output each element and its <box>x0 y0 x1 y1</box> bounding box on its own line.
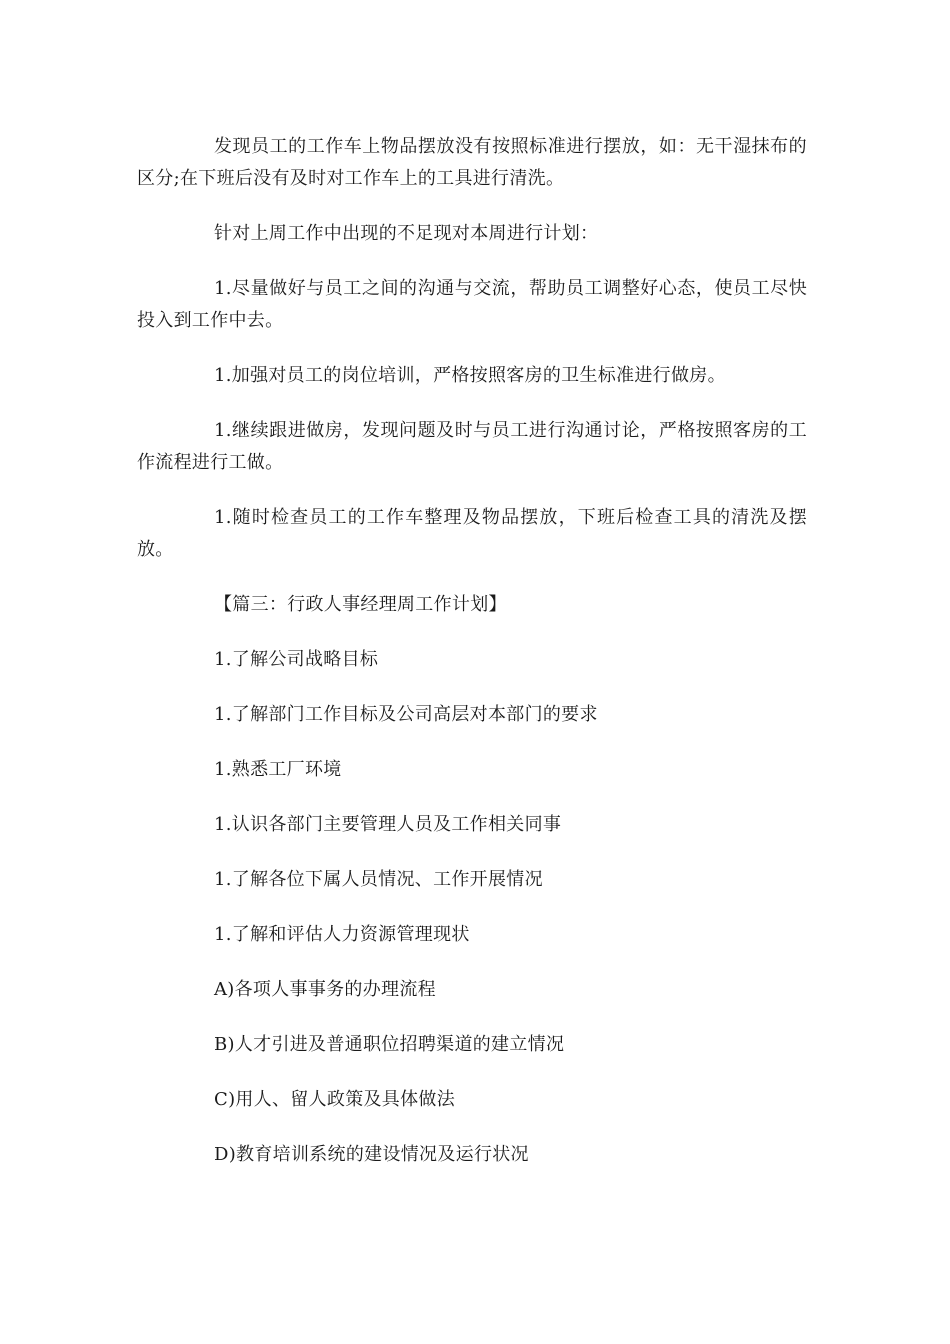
list-item: B)人才引进及普通职位招聘渠道的建立情况 <box>214 1034 565 1055</box>
list-item: A)各项人事事务的办理流程 <box>214 979 436 1000</box>
list-item: 1.认识各部门主要管理人员及工作相关同事 <box>214 814 562 835</box>
paragraph-plan-communication: 1.尽量做好与员工之间的沟通与交流，帮助员工调整好心态，使员工尽快投入到工作中去。 <box>137 278 807 331</box>
paragraph-workcart-issue: 发现员工的工作车上物品摆放没有按照标准进行摆放，如：无干湿抹布的区分;在下班后没有及时对工作车上的工具进行清洗。 <box>137 136 807 189</box>
list-item: 1.了解各位下属人员情况、工作开展情况 <box>214 869 543 890</box>
list-item: 1.了解和评估人力资源管理现状 <box>214 924 470 945</box>
list-item: D)教育培训系统的建设情况及运行状况 <box>214 1144 529 1165</box>
list-item: 1.熟悉工厂环境 <box>214 759 342 780</box>
list-item: 1.了解部门工作目标及公司高层对本部门的要求 <box>214 704 598 725</box>
list-item: 1.了解公司战略目标 <box>214 649 379 670</box>
paragraph-plan-intro: 针对上周工作中出现的不足现对本周进行计划： <box>214 223 599 244</box>
section-heading: 【篇三：行政人事经理周工作计划】 <box>214 594 507 615</box>
document-body <box>137 131 807 1194</box>
paragraph-plan-training: 1.加强对员工的岗位培训，严格按照客房的卫生标准进行做房。 <box>214 365 726 386</box>
list-item: C)用人、留人政策及具体做法 <box>214 1089 455 1110</box>
paragraph-plan-followup: 1.继续跟进做房，发现问题及时与员工进行沟通讨论，严格按照客房的工作流程进行工做。 <box>137 420 807 473</box>
paragraph-plan-inspection: 1.随时检查员工的工作车整理及物品摆放，下班后检查工具的清洗及摆放。 <box>137 507 807 560</box>
